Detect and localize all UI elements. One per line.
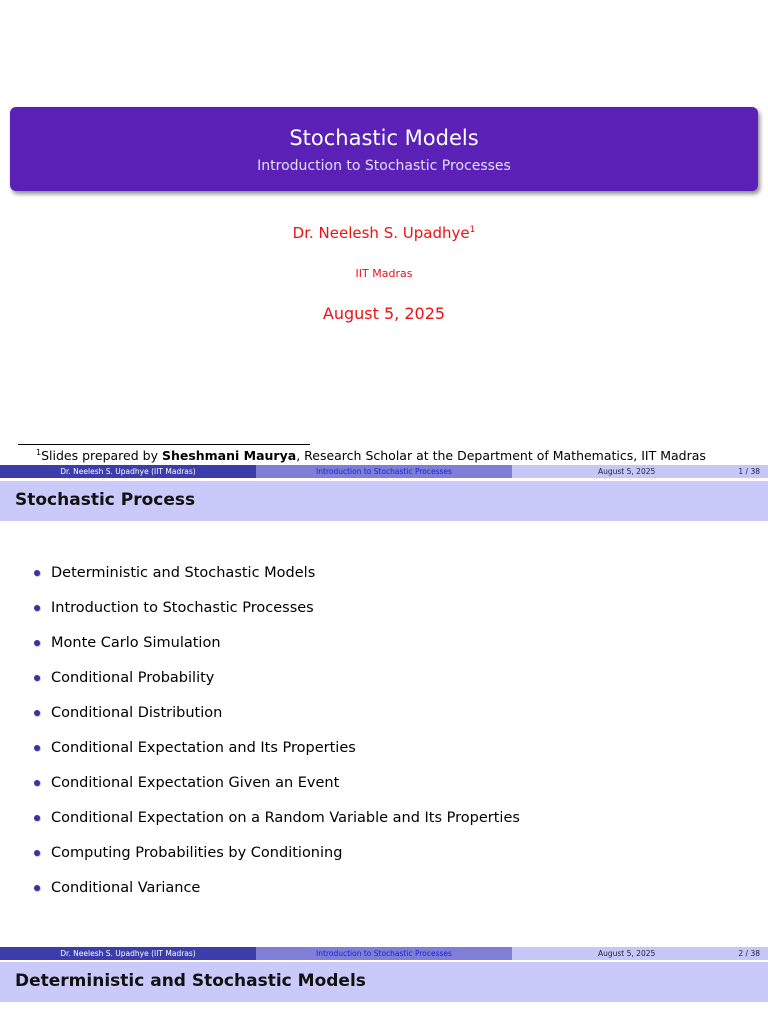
list-item-label: Computing Probabilities by Conditioning <box>51 845 343 861</box>
list-item-label: Monte Carlo Simulation <box>51 635 221 651</box>
list-item <box>0 876 520 911</box>
footline-page-number: 2 / 38 <box>738 949 760 958</box>
footline-author: Dr. Neelesh S. Upadhye (IIT Madras) <box>0 465 256 478</box>
list-item <box>0 701 520 736</box>
footnote-rule <box>18 444 310 445</box>
footline-date: August 5, 2025 <box>598 949 656 958</box>
list-item-label: Conditional Probability <box>51 670 215 686</box>
footline-info <box>512 947 768 960</box>
footline-info <box>512 465 768 478</box>
list-item <box>0 631 520 666</box>
frame-title: Stochastic Process <box>15 490 196 510</box>
footline-slide-1 <box>0 465 768 478</box>
list-item <box>0 841 520 876</box>
bullet-icon <box>34 885 40 891</box>
list-item <box>0 771 520 806</box>
presentation-subtitle: Introduction to Stochastic Processes <box>257 158 511 174</box>
institute: IIT Madras <box>355 267 413 280</box>
bullet-icon <box>34 780 40 786</box>
list-item <box>0 806 520 841</box>
presentation-date: August 5, 2025 <box>322 304 446 323</box>
topic-list <box>0 561 520 911</box>
footline-page-number: 1 / 38 <box>738 467 760 476</box>
footnote <box>36 447 706 464</box>
footline-date: August 5, 2025 <box>598 467 656 476</box>
bullet-icon <box>34 570 40 576</box>
bullet-icon <box>34 675 40 681</box>
footnote-suffix: , Research Scholar at the Department of Mathematics, IIT Madras <box>296 448 706 463</box>
author-footnote-mark: 1 <box>469 225 476 235</box>
author-line <box>0 223 768 243</box>
list-item-label: Conditional Expectation Given an Event <box>51 775 340 791</box>
list-item-label: Introduction to Stochastic Processes <box>51 600 314 616</box>
list-item-label: Conditional Distribution <box>51 705 223 721</box>
frame-title: Deterministic and Stochastic Models <box>15 971 366 991</box>
bullet-icon <box>34 850 40 856</box>
footnote-name: Sheshmani Maurya <box>161 448 297 463</box>
footline-author: Dr. Neelesh S. Upadhye (IIT Madras) <box>0 947 256 960</box>
footline-title[interactable]: Introduction to Stochastic Processes <box>256 947 512 960</box>
list-item <box>0 736 520 771</box>
list-item <box>0 666 520 701</box>
list-item-label: Conditional Variance <box>51 880 201 896</box>
bullet-icon <box>34 710 40 716</box>
frame-title-bar <box>0 481 768 521</box>
bullet-icon <box>34 815 40 821</box>
presentation-title: Stochastic Models <box>289 126 479 150</box>
list-item-label: Deterministic and Stochastic Models <box>51 565 316 581</box>
footline-slide-2 <box>0 947 768 960</box>
footline-title[interactable]: Introduction to Stochastic Processes <box>256 465 512 478</box>
list-item <box>0 596 520 631</box>
frame-title-bar <box>0 962 768 1002</box>
author-name: Dr. Neelesh S. Upadhye <box>292 224 470 242</box>
footnote-prefix: Slides prepared by <box>41 448 162 463</box>
list-item-label: Conditional Expectation on a Random Variable and Its Properties <box>51 810 520 826</box>
list-item <box>0 561 520 596</box>
title-box <box>10 107 758 191</box>
bullet-icon <box>34 640 40 646</box>
bullet-icon <box>34 745 40 751</box>
footnote-mark: 1 <box>36 448 42 457</box>
bullet-icon <box>34 605 40 611</box>
list-item-label: Conditional Expectation and Its Properties <box>51 740 356 756</box>
